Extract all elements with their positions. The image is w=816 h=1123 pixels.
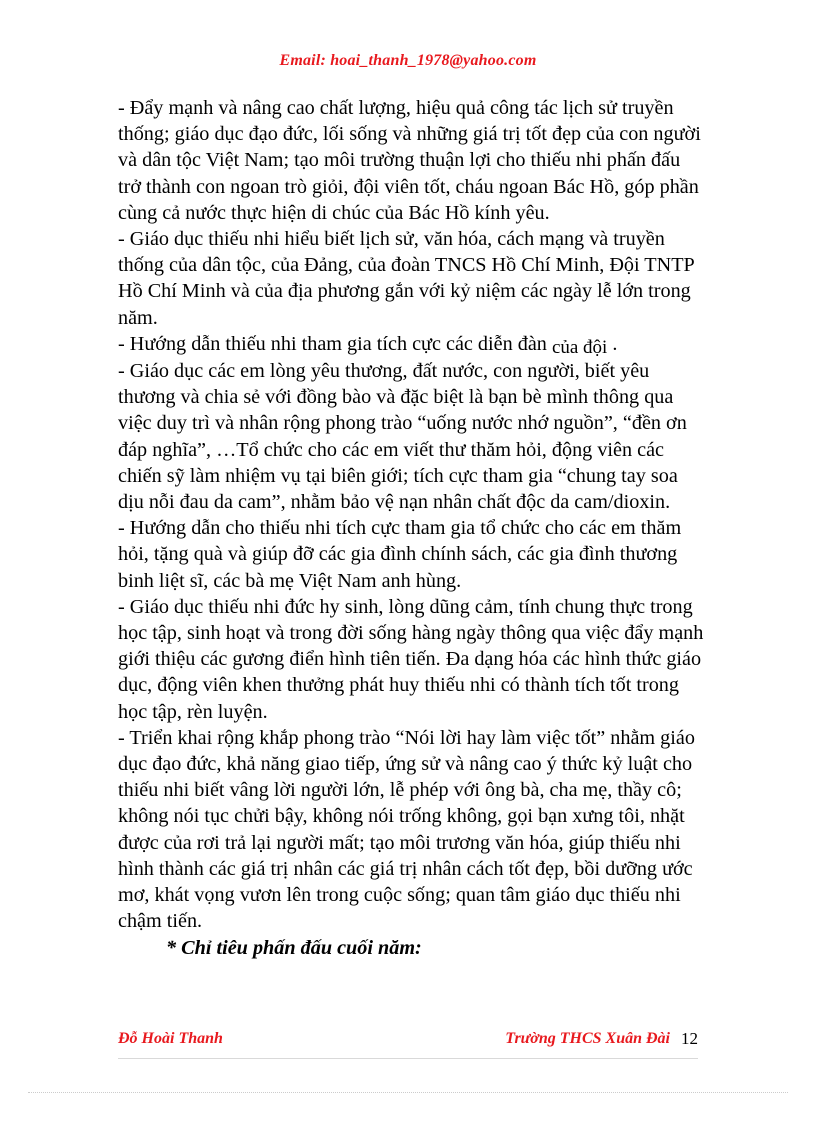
document-body bbox=[118, 95, 708, 961]
paragraph-forum-guidance bbox=[118, 331, 708, 358]
footer-school: Trường THCS Xuân Đài bbox=[505, 1030, 670, 1047]
paragraph-culture-education: - Giáo dục thiếu nhi hiểu biết lịch sử, văn hóa, cách mạng và truyền thống của dân tộc, của Đảng, của đoàn TNCS Hồ Chí Minh, Đội TNTP Hồ Chí Minh và của địa phương gắn với kỷ niệm các ngày lễ lớn trong năm. bbox=[118, 228, 695, 329]
paragraph-good-words-campaign: - Triển khai rộng khắp phong trào “Nói lời hay làm việc tốt” nhằm giáo dục đạo đức, khả năng giao tiếp, ứng sử và nâng cao ý thức kỷ luật cho thiếu nhi biết vâng lời người lớn, lễ phép với ông bà, cha mẹ, thầy cô; không nói tục chửi bậy, không nói trống không, gọi bạn xưng tôi, nhặt được của rơi trả lại người mất; tạo môi trương văn hóa, giúp thiếu nhi hình thành các giá trị nhân các giá trị nhân cách tốt đẹp, bồi dưỡng ước mơ, khát vọng vươn lên trong cuộc sống; quan tâm giáo dục thiếu nhi chậm tiến. bbox=[118, 726, 695, 933]
paragraph-love-sharing: - Giáo dục các em lòng yêu thương, đất nước, con người, biết yêu thương và chia sẻ với đồng bào và đặc biệt là bạn bè mình thông qua việc duy trì và nhân rộng phong trào “uống nước nhớ nguồn”, “đền ơn đáp nghĩa”, …Tổ chức cho các em viết thư thăm hỏi, động viên các chiến sỹ làm nhiệm vụ tại biên giới; tích cực tham gia “chung tay soa dịu nỗi đau da cam”, nhằm bảo vệ nạn nhân chất độc da cam/dioxin. bbox=[118, 360, 687, 514]
paragraph-history-tradition: - Đẩy mạnh và nâng cao chất lượng, hiệu quả công tác lịch sử truyền thống; giáo dục đạo đức, lối sống và những giá trị tốt đẹp của con người và dân tộc Việt Nam; tạo môi trường thuận lợi cho thiếu nhi phấn đấu trở thành con ngoan trò giỏi, đội viên tốt, cháu ngoan Bác Hồ, góp phần cùng cả nước thực hiện di chúc của Bác Hồ kính yêu. bbox=[118, 97, 701, 224]
forum-guidance-text: - Hướng dẫn thiếu nhi tham gia tích cực các diễn đàn bbox=[118, 332, 552, 355]
header-email: Email: hoai_thanh_1978@yahoo.com bbox=[279, 52, 537, 69]
footer-divider bbox=[118, 1058, 698, 1059]
footer-author: Đỗ Hoài Thanh bbox=[118, 1030, 223, 1047]
section-heading-year-end-targets: * Chỉ tiêu phấn đấu cuối năm: bbox=[166, 936, 422, 959]
paragraph-policy-families: - Hướng dẫn cho thiếu nhi tích cực tham gia tổ chức cho các em thăm hỏi, tặng quà và giúp đỡ các gia đình chính sách, các gia đình thương binh liệt sĩ, các bà mẹ Việt Nam anh hùng. bbox=[118, 517, 682, 592]
forum-guidance-inline-small: của đội bbox=[551, 336, 608, 358]
paragraph-sacrifice-courage: - Giáo dục thiếu nhi đức hy sinh, lòng dũng cảm, tính chung thực trong học tập, sinh hoạt và trong đời sống hàng ngày thông qua việc đẩy mạnh giới thiệu các gương điển hình tiên tiến. Đa dạng hóa các hình thức giáo dục, động viên khen thưởng phát huy thiếu nhi có thành tích tốt trong học tập, rèn luyện. bbox=[118, 595, 704, 723]
page-edge-divider bbox=[28, 1092, 788, 1093]
page-footer bbox=[118, 1030, 698, 1056]
forum-guidance-end: . bbox=[607, 332, 618, 355]
page-number: 12 bbox=[681, 1029, 698, 1048]
